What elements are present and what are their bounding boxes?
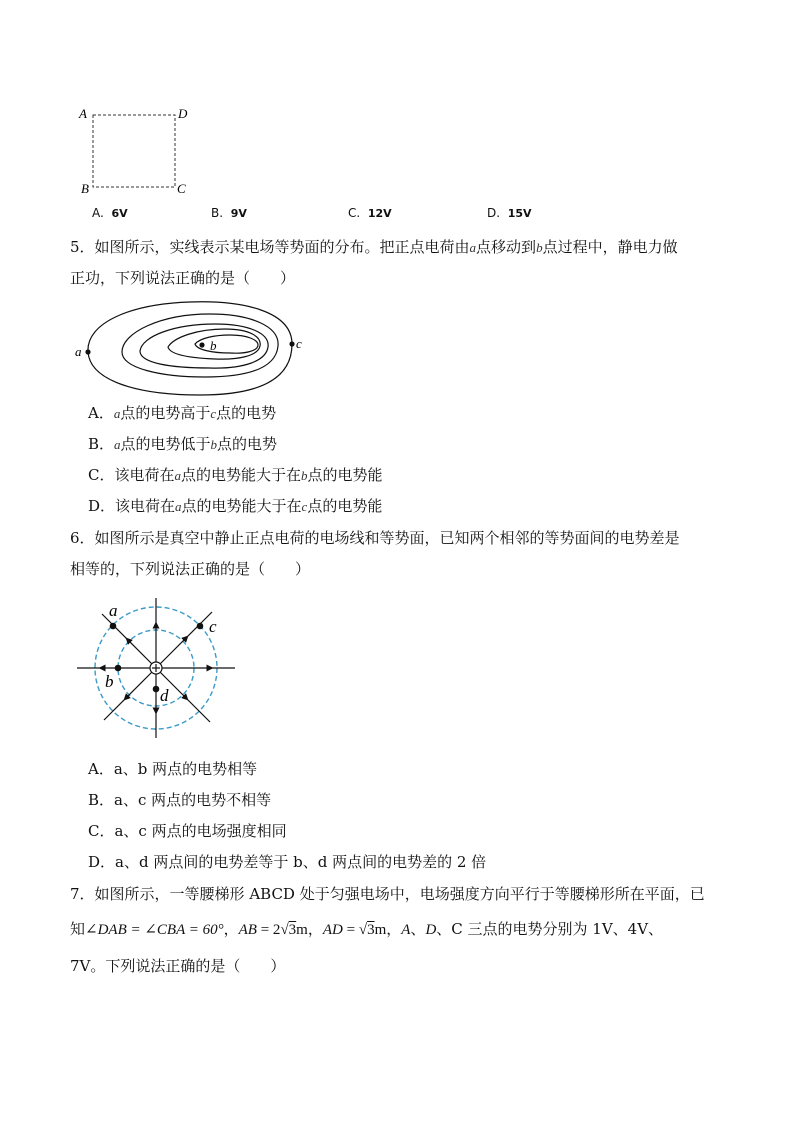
q4-choice-d[interactable] [487, 206, 532, 220]
option-text: 点的电势能大于在 [180, 466, 301, 484]
q5-option-d[interactable] [88, 496, 382, 517]
q6-option-b[interactable]: B．a、c 两点的电势不相等 [88, 791, 272, 809]
q7-stem-line1: 7．如图所示，一等腰梯形 ABCD 处于匀强电场中，电场强度方向平行于等腰梯形所在平面，已 [70, 885, 705, 903]
var: c [301, 499, 308, 514]
var: b [210, 437, 218, 452]
choice-letter: D. [487, 206, 501, 220]
ab-label: AB [238, 922, 257, 938]
var: b [301, 468, 308, 483]
label-C: C [177, 181, 186, 196]
ad-label: AD [322, 922, 343, 938]
q5-option-a[interactable] [88, 403, 276, 424]
point-charge-figure [72, 595, 242, 745]
ab-eq: = 2 [256, 922, 281, 938]
q7-text: 知 [70, 920, 86, 938]
label-D: D [178, 106, 188, 121]
q4-choice-a[interactable] [92, 206, 128, 220]
label-c: c [296, 336, 302, 351]
var: a [114, 437, 121, 452]
var: c [210, 406, 217, 421]
option-text: C．该电荷在 [88, 466, 175, 484]
q5-option-b[interactable] [88, 434, 277, 455]
square-figure [70, 100, 200, 200]
sqrt-sign: √ [358, 922, 368, 938]
q6-option-d[interactable]: D．a、d 两点间的电势差等于 b、d 两点间的电势差的 2 倍 [88, 853, 487, 871]
option-text: 点的电势 [216, 404, 277, 422]
label-b: b [105, 672, 114, 691]
choice-value: 6V [111, 207, 128, 220]
q7-stem-line3: 7V。下列说法正确的是（ ） [70, 957, 286, 975]
option-text: D．该电荷在 [88, 497, 176, 515]
var-A: A [401, 922, 411, 938]
sqrt-sign: √ [280, 922, 289, 938]
label-A: A [79, 106, 87, 121]
option-text: B． [88, 435, 115, 453]
q5-stem-line2: 正功，下列说法正确的是（ ） [70, 269, 296, 287]
q6-option-c[interactable]: C．a、c 两点的电场强度相同 [88, 822, 287, 840]
q4-choice-c[interactable] [348, 206, 392, 220]
var-b: b [536, 240, 543, 255]
ab-radicand: 3 [288, 922, 297, 938]
label-d: d [160, 686, 169, 705]
q4-choice-b[interactable] [211, 206, 247, 220]
q5-option-c[interactable] [88, 465, 383, 486]
option-text: 点的电势能 [307, 466, 383, 484]
angle-expr: ∠DAB = ∠CBA = 60° [85, 922, 224, 938]
ad-eq: = [342, 922, 359, 938]
q7-text: 、C 三点的电势分别为 1V、4V、 [436, 920, 664, 938]
choice-value: 12V [367, 207, 392, 220]
option-text: A． [88, 404, 114, 422]
q7-stem-line2: 知∠DAB = ∠CBA = 60°，AB = 2√3m，AD = √3m，A、D、C 三点的电势分别为 1V、4V、 [70, 920, 664, 938]
ab-unit: m [296, 922, 308, 938]
label-a: a [75, 344, 82, 359]
label-B: B [81, 181, 89, 196]
label-c: c [209, 617, 217, 636]
equipotential-figure [70, 298, 320, 403]
choice-letter: A. [92, 206, 104, 220]
option-text: 点的电势 [217, 435, 278, 453]
var-a: a [469, 240, 477, 255]
q5-text: 5．如图所示，实线表示某电场等势面的分布。把正点电荷由 [70, 238, 470, 256]
label-a: a [109, 601, 118, 620]
choice-letter: B. [211, 206, 224, 220]
var: a [174, 468, 181, 483]
label-b: b [210, 338, 217, 353]
option-text: 点的电势能大于在 [181, 497, 302, 515]
choice-letter: C. [348, 206, 361, 220]
choice-value: 9V [230, 207, 247, 220]
q6-stem-line2: 相等的，下列说法正确的是（ ） [70, 560, 311, 578]
ad-unit: m [374, 922, 387, 938]
option-text: 点的电势高于 [120, 404, 211, 422]
q5-text: 点过程中，静电力做 [542, 238, 678, 256]
q5-text: 点移动到 [476, 238, 537, 256]
ad-radicand: 3 [367, 922, 375, 938]
var-D: D [425, 922, 437, 938]
var: a [113, 406, 121, 421]
choice-value: 15V [507, 207, 532, 220]
var: a [175, 499, 182, 514]
q6-option-a[interactable]: A．a、b 两点的电势相等 [88, 760, 258, 778]
option-text: 点的电势能 [307, 497, 383, 515]
option-text: 点的电势低于 [120, 435, 211, 453]
q6-stem-line1: 6．如图所示是真空中静止正点电荷的电场线和等势面，已知两个相邻的等势面间的电势差是 [70, 529, 680, 547]
q5-stem-line1 [70, 237, 678, 258]
